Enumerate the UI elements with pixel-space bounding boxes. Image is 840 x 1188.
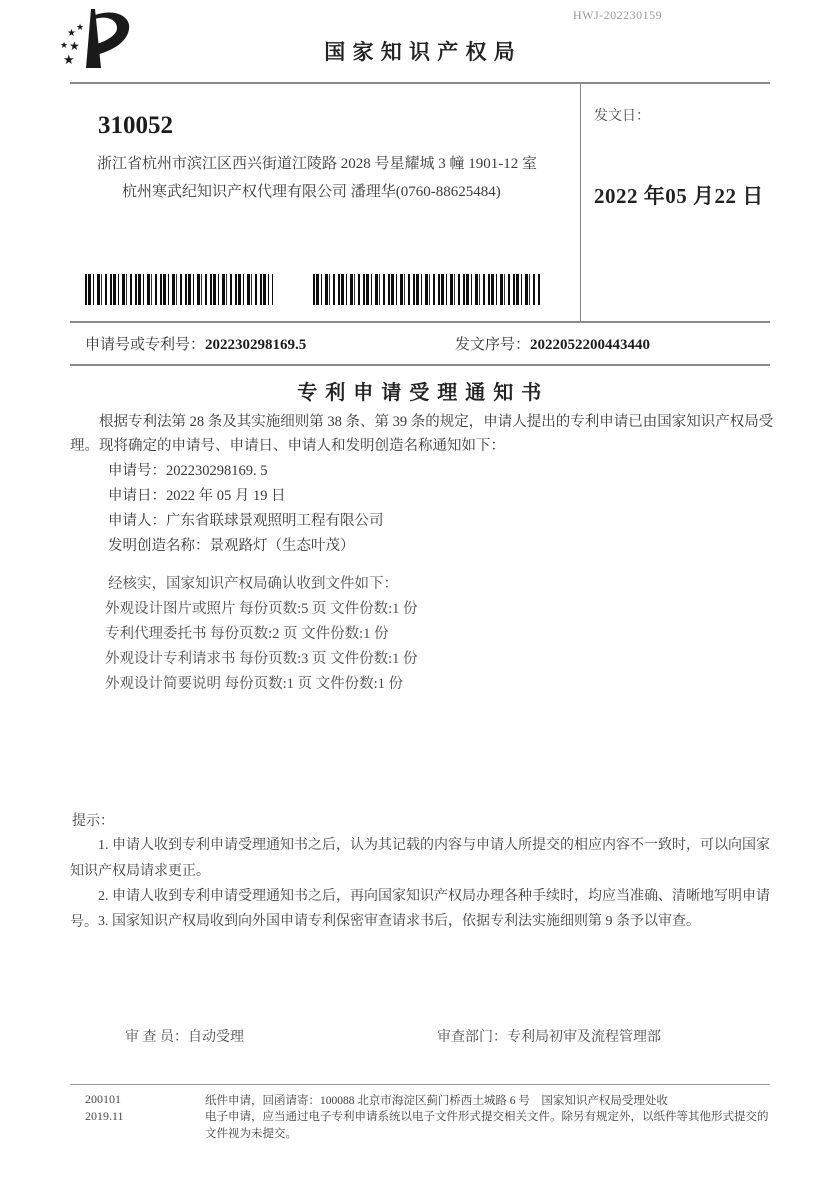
form-revision-date: 2019.11 xyxy=(85,1109,124,1123)
examiner-label: 审 查 员： xyxy=(125,1030,188,1045)
tip-item: 3. 国家知识产权局收到向外国申请专利保密审查请求书后，依据专利法实施细则第 9 条予以审查。 xyxy=(98,914,700,929)
svg-text:★: ★ xyxy=(67,28,76,39)
notice-intro-paragraph: 根据专利法第 28 条及其实施细则第 38 条、第 39 条的规定，申请人提出的专利申请已由国家知识产权局受理。现将确定的申请号、申请日、申请人和发明创造名称通知如下： xyxy=(70,414,774,454)
section-divider xyxy=(70,321,770,323)
svg-text:★: ★ xyxy=(69,39,80,53)
department-label: 审查部门： xyxy=(437,1030,507,1045)
examiner-value: 自动受理 xyxy=(188,1030,244,1045)
filing-date-field xyxy=(108,484,286,505)
serial-number-value: 2022052200443440 xyxy=(530,337,651,353)
field-label: 申请日： xyxy=(108,488,166,504)
recipient-agency-contact: 杭州寒武纪知识产权代理有限公司 潘理华(0760-88625484) xyxy=(122,184,501,200)
dispatch-date-label: 发文日： xyxy=(594,109,650,124)
application-number-row xyxy=(85,333,306,354)
footer-divider xyxy=(70,1084,770,1085)
received-document-item: 外观设计简要说明 每份页数:1 页 文件份数:1 份 xyxy=(105,676,404,692)
field-label: 申请人： xyxy=(108,513,166,529)
svg-text:★: ★ xyxy=(63,52,75,67)
form-code: 200101 xyxy=(85,1092,121,1106)
dispatch-date-value: 2022 年05 月22 日 xyxy=(594,184,764,208)
svg-text:★: ★ xyxy=(76,22,85,32)
header-divider xyxy=(70,82,770,84)
field-value: 景观路灯（生态叶茂） xyxy=(209,538,355,554)
serial-number-row xyxy=(455,333,650,354)
vertical-divider xyxy=(580,82,581,322)
postal-code: 310052 xyxy=(98,112,173,139)
applicant-field xyxy=(108,509,384,530)
barcode-icon xyxy=(313,274,541,305)
tip-item: 1. 申请人收到专利申请受理通知书之后，认为其记载的内容与申请人所提交的相应内容不一致时，可以向国家知识产权局请求更正。 xyxy=(70,838,770,879)
field-label: 申请号： xyxy=(108,463,166,479)
tips-label: 提示： xyxy=(72,814,114,829)
svg-text:★: ★ xyxy=(60,40,69,50)
invention-title-field xyxy=(108,534,355,555)
agency-title: 国 家 知 识 产 权 局 xyxy=(324,40,516,64)
documents-confirm-line: 经核实，国家知识产权局确认收到文件如下： xyxy=(108,576,398,592)
application-number-field xyxy=(108,459,268,480)
footer-paper-filing-note: 纸件申请，回函请寄：100088 北京市海淀区蓟门桥西土城路 6 号 国家知识产权局受理处收 xyxy=(205,1095,668,1107)
application-number-label: 申请号或专利号： xyxy=(85,337,206,353)
serial-number-label: 发文序号： xyxy=(455,337,531,353)
recipient-address: 浙江省杭州市滨江区西兴街道江陵路 2028 号星耀城 3 幢 1901-12 室 xyxy=(97,156,537,172)
footer-electronic-filing-note: 电子申请，应当通过电子专利申请系统以电子文件形式提交相关文件。除另有规定外，以纸件等其他形式提交的文件视为未提交。 xyxy=(205,1111,769,1140)
field-value: 广东省联球景观照明工程有限公司 xyxy=(166,513,384,529)
tip-item: 2. 申请人收到专利申请受理通知书之后，再向国家知识产权局办理各种手续时，均应当准确、清晰地写明申请号。 xyxy=(70,889,770,930)
department-value: 专利局初审及流程管理部 xyxy=(507,1030,661,1045)
field-value: 2022 年 05 月 19 日 xyxy=(166,488,286,504)
received-document-item: 外观设计图片或照片 每份页数:5 页 文件份数:1 份 xyxy=(105,601,418,617)
notice-title: 专 利 申 请 受 理 通 知 书 xyxy=(297,382,543,404)
received-document-item: 外观设计专利请求书 每份页数:3 页 文件份数:1 份 xyxy=(105,651,418,667)
examiner-row xyxy=(125,1026,244,1046)
barcode-icon xyxy=(85,274,273,305)
document-reference-number: HWJ-202230159 xyxy=(573,8,663,22)
section-divider xyxy=(70,364,770,366)
received-document-item: 专利代理委托书 每份页数:2 页 文件份数:1 份 xyxy=(105,626,389,642)
field-value: 202230298169. 5 xyxy=(166,463,268,479)
field-label: 发明创造名称： xyxy=(108,538,210,554)
application-number-value: 202230298169.5 xyxy=(205,337,307,353)
department-row xyxy=(437,1026,661,1046)
